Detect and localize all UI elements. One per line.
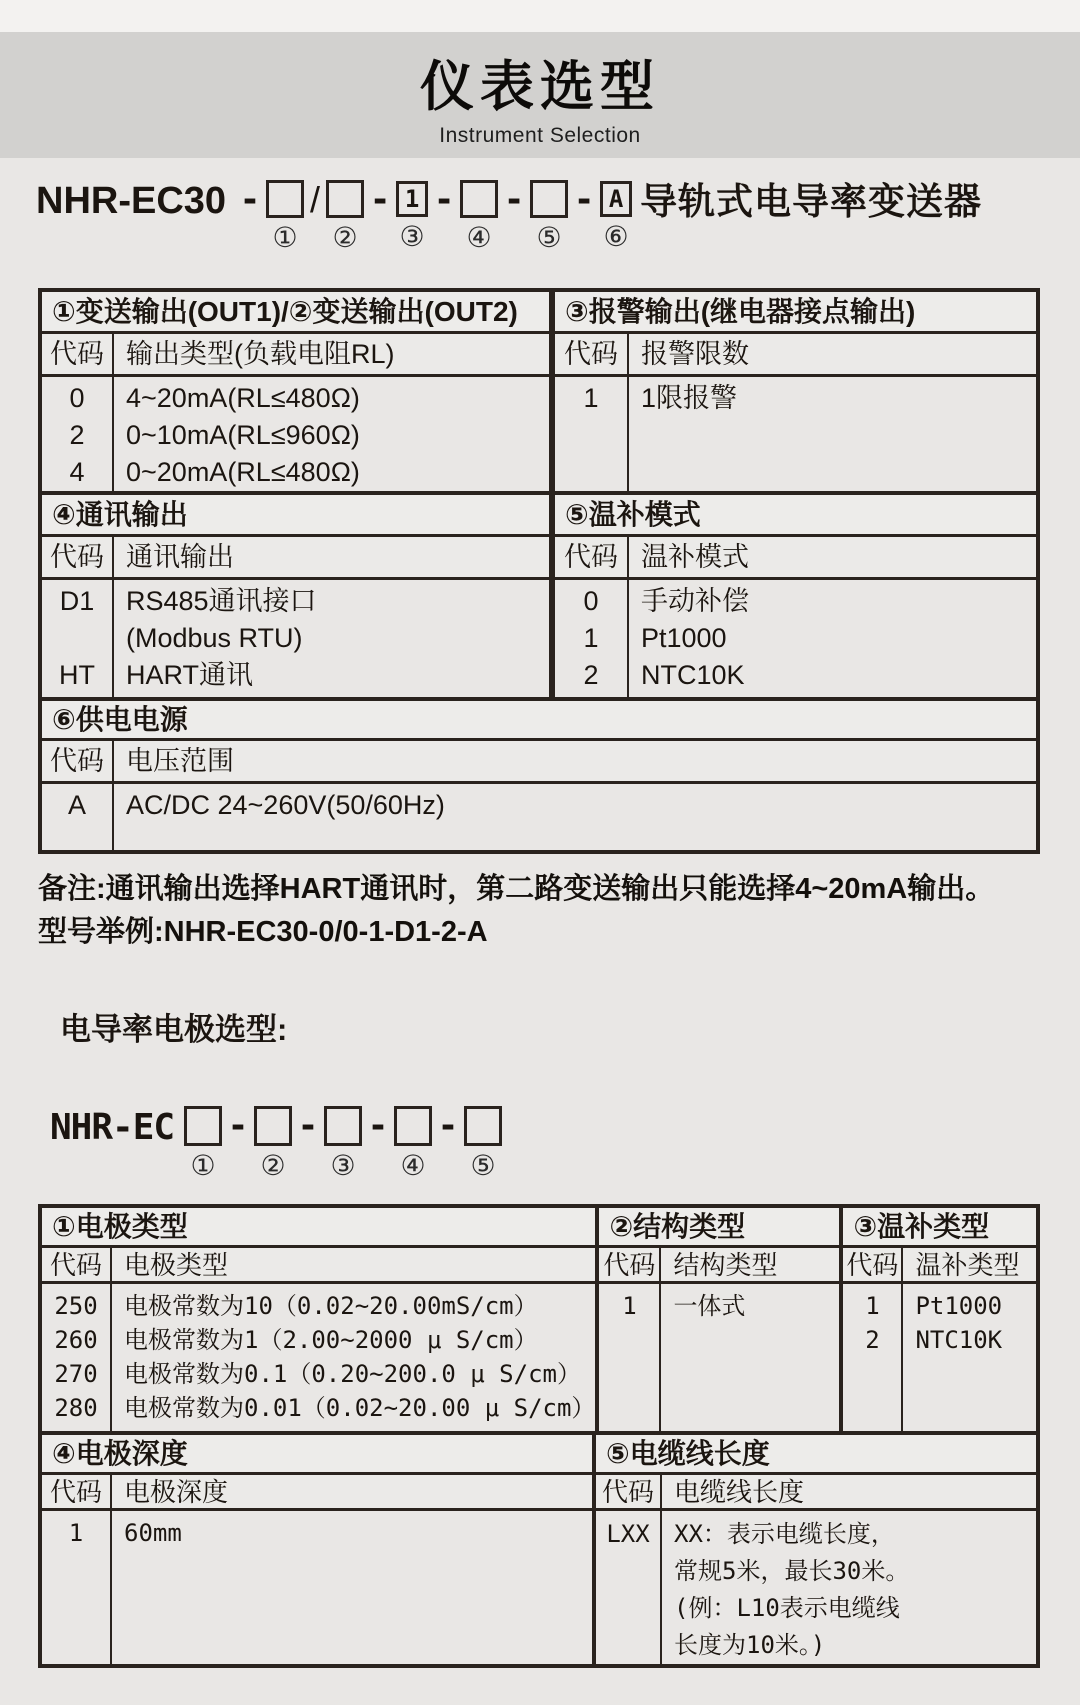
- code-header: 代码: [843, 1248, 903, 1281]
- marker-5: ⑤: [470, 1150, 496, 1181]
- desc-cell: 常规5米，最长30米。: [674, 1557, 910, 1585]
- code-header: 代码: [599, 1248, 661, 1281]
- code-header: 代码: [42, 537, 114, 577]
- code-header: 代码: [42, 334, 114, 374]
- desc-cell: (例：L10表示电缆线: [674, 1594, 900, 1622]
- code-cell: 250: [54, 1292, 98, 1320]
- code-header: 代码: [42, 741, 114, 781]
- model-field-2: [326, 180, 364, 252]
- section-depth-cable: [42, 1431, 1036, 1664]
- notes-block: [38, 868, 1080, 954]
- marker-6: ⑥: [603, 221, 629, 252]
- desc-cell: 长度为10米。): [674, 1631, 826, 1659]
- code-box-5: [464, 1106, 502, 1146]
- desc-cell: 电极常数为0.01（0.02~20.00 μ S/cm）: [124, 1394, 596, 1422]
- marker-3: ③: [330, 1150, 356, 1181]
- model-field-3: [324, 1106, 362, 1180]
- section-title: ④电极深度: [42, 1435, 592, 1475]
- separator-dash: -: [301, 1100, 316, 1147]
- code-cell: 280: [54, 1394, 98, 1422]
- separator-dash: -: [243, 174, 258, 221]
- desc-cell: (Modbus RTU): [126, 623, 303, 653]
- section-comm-tempcomp: [42, 491, 1036, 697]
- section-output: [42, 292, 1036, 491]
- column-alarm-output: [549, 292, 1036, 491]
- section-title: ①电极类型: [42, 1208, 595, 1248]
- page-banner: [0, 32, 1080, 158]
- marker-4: ④: [400, 1150, 426, 1181]
- section-title: ⑤温补模式: [555, 495, 1036, 537]
- code-box-6: A: [600, 181, 632, 217]
- page-subtitle: Instrument Selection: [439, 124, 641, 147]
- model-prefix: NHR-EC30: [36, 180, 227, 222]
- desc-cell: RS485通讯接口: [126, 586, 317, 616]
- code-cell: LXX: [606, 1520, 650, 1548]
- desc-cell: AC/DC 24~260V(50/60Hz): [126, 790, 445, 820]
- separator-dash: -: [441, 1100, 456, 1147]
- desc-cell: HART通讯: [126, 660, 254, 690]
- desc-cell: 一体式: [673, 1292, 746, 1320]
- marker-5: ⑤: [536, 222, 562, 253]
- desc-cell: 0~20mA(RL≤480Ω): [126, 457, 360, 487]
- marker-1: ①: [272, 222, 298, 253]
- name-header: 通讯输出: [126, 542, 234, 572]
- desc-cell: 1限报警: [641, 383, 738, 413]
- column-comm-output: [42, 495, 549, 697]
- column-structure-type: [595, 1208, 839, 1431]
- code-cell: D1: [59, 586, 95, 616]
- desc-cell: 4~20mA(RL≤480Ω): [126, 383, 360, 413]
- table-electrode-selection: [38, 1204, 1040, 1668]
- code-cell: 2: [583, 660, 599, 690]
- separator-dash: -: [577, 174, 592, 221]
- separator-dash: -: [507, 174, 522, 221]
- code-cell: 0: [69, 383, 85, 413]
- section-electrode-type: [42, 1208, 1036, 1431]
- code-box-4: [460, 180, 498, 218]
- separator-dash: -: [437, 174, 452, 221]
- code-cell: 1: [68, 1519, 84, 1547]
- section-title: ⑤电缆线长度: [596, 1435, 1036, 1475]
- name-header: 输出类型(负载电阻RL): [126, 339, 395, 369]
- name-header: 结构类型: [673, 1250, 778, 1280]
- marker-4: ④: [466, 222, 492, 253]
- code-cell: 270: [54, 1360, 98, 1388]
- code-cell: 2: [69, 420, 85, 450]
- desc-cell: 电极常数为10（0.02~20.00mS/cm）: [124, 1292, 538, 1320]
- note-remark: 备注:通讯输出选择HART通讯时，第二路变送输出只能选择4~20mA输出。: [38, 873, 995, 905]
- model-field-4: [394, 1106, 432, 1180]
- column-electrode-depth: [42, 1435, 592, 1664]
- code-cell: A: [67, 790, 86, 820]
- top-strip: [0, 0, 1080, 32]
- column-tempcomp-mode: [549, 495, 1036, 697]
- section-title: ③温补类型: [843, 1208, 1036, 1248]
- code-cell: 4: [69, 457, 85, 487]
- desc-cell: 电极常数为1（2.00~2000 μ S/cm）: [124, 1326, 538, 1354]
- model-code-line-transmitter: [36, 174, 1080, 253]
- marker-3: ③: [399, 221, 425, 252]
- code-box-4: [394, 1106, 432, 1146]
- model-prefix: NHR-EC: [50, 1107, 175, 1148]
- section-title: ②结构类型: [599, 1208, 839, 1248]
- code-header: 代码: [596, 1475, 662, 1508]
- code-cell: 0: [583, 586, 599, 616]
- code-cell: 1: [865, 1292, 880, 1320]
- desc-cell: Pt1000: [641, 623, 727, 653]
- separator-slash: /: [310, 179, 321, 220]
- code-box-1: [266, 180, 304, 218]
- name-header: 温补模式: [641, 542, 749, 572]
- page-title: 仪表选型: [420, 57, 660, 117]
- desc-cell: NTC10K: [915, 1326, 1003, 1354]
- desc-cell: 0~10mA(RL≤960Ω): [126, 420, 360, 450]
- code-box-1: [184, 1106, 222, 1146]
- section-title: ③报警输出(继电器接点输出): [555, 292, 1036, 334]
- table-instrument-selection: [38, 288, 1040, 854]
- separator-dash: -: [231, 1100, 246, 1147]
- desc-cell: NTC10K: [641, 660, 745, 690]
- desc-cell: XX：表示电缆长度，: [674, 1520, 895, 1548]
- model-field-6: [600, 180, 632, 251]
- model-field-1: [184, 1106, 222, 1180]
- separator-dash: -: [371, 1100, 386, 1147]
- code-cell: 1: [583, 383, 599, 413]
- desc-cell: Pt1000: [915, 1292, 1003, 1320]
- desc-cell: 手动补偿: [641, 586, 749, 616]
- desc-cell: 60mm: [124, 1519, 182, 1547]
- note-model-example: 型号举例:NHR-EC30-0/0-1-D1-2-A: [38, 916, 488, 948]
- marker-2: ②: [332, 222, 358, 253]
- code-header: 代码: [555, 537, 629, 577]
- electrode-selection-heading: 电导率电极选型:: [60, 1012, 288, 1047]
- marker-2: ②: [260, 1150, 286, 1181]
- code-cell: 1: [622, 1292, 637, 1320]
- code-cell: [42, 620, 112, 657]
- section-title: ④通讯输出: [42, 495, 549, 537]
- code-box-5: [530, 180, 568, 218]
- model-field-5: [530, 180, 568, 252]
- model-field-4: [460, 180, 498, 252]
- desc-cell: 电极常数为0.1（0.20~200.0 μ S/cm）: [124, 1360, 581, 1388]
- code-header: 代码: [555, 334, 629, 374]
- name-header: 温补类型: [915, 1250, 1020, 1280]
- name-header: 电缆线长度: [674, 1477, 805, 1507]
- column-cable-length: [592, 1435, 1036, 1664]
- code-cell: 260: [54, 1326, 98, 1354]
- marker-1: ①: [190, 1150, 216, 1181]
- model-description: 导轨式电导率变送器: [640, 181, 983, 222]
- model-field-1: [266, 180, 304, 252]
- code-header: 代码: [42, 1248, 112, 1281]
- code-box-2: [254, 1106, 292, 1146]
- code-box-3: [324, 1106, 362, 1146]
- code-cell: 1: [583, 623, 599, 653]
- model-field-2: [254, 1106, 292, 1180]
- column-electrode-type: [42, 1208, 595, 1431]
- section-title: ①变送输出(OUT1)/②变送输出(OUT2): [42, 292, 549, 334]
- column-transmit-output: [42, 292, 549, 491]
- name-header: 报警限数: [641, 339, 749, 369]
- section-title: ⑥供电电源: [42, 701, 1036, 741]
- separator-dash: -: [373, 174, 388, 221]
- code-box-3: 1: [396, 181, 428, 217]
- code-box-2: [326, 180, 364, 218]
- code-cell: 2: [865, 1326, 880, 1354]
- name-header: 电极深度: [124, 1477, 229, 1507]
- code-header: 代码: [42, 1475, 112, 1508]
- section-power-supply: [42, 697, 1036, 850]
- model-field-3: [396, 180, 428, 251]
- name-header: 电极类型: [124, 1250, 229, 1280]
- name-header: 电压范围: [126, 746, 234, 776]
- code-cell: HT: [59, 660, 95, 690]
- model-field-5: [464, 1106, 502, 1180]
- column-tempcomp-type: [839, 1208, 1036, 1431]
- model-code-line-electrode: [50, 1100, 1080, 1181]
